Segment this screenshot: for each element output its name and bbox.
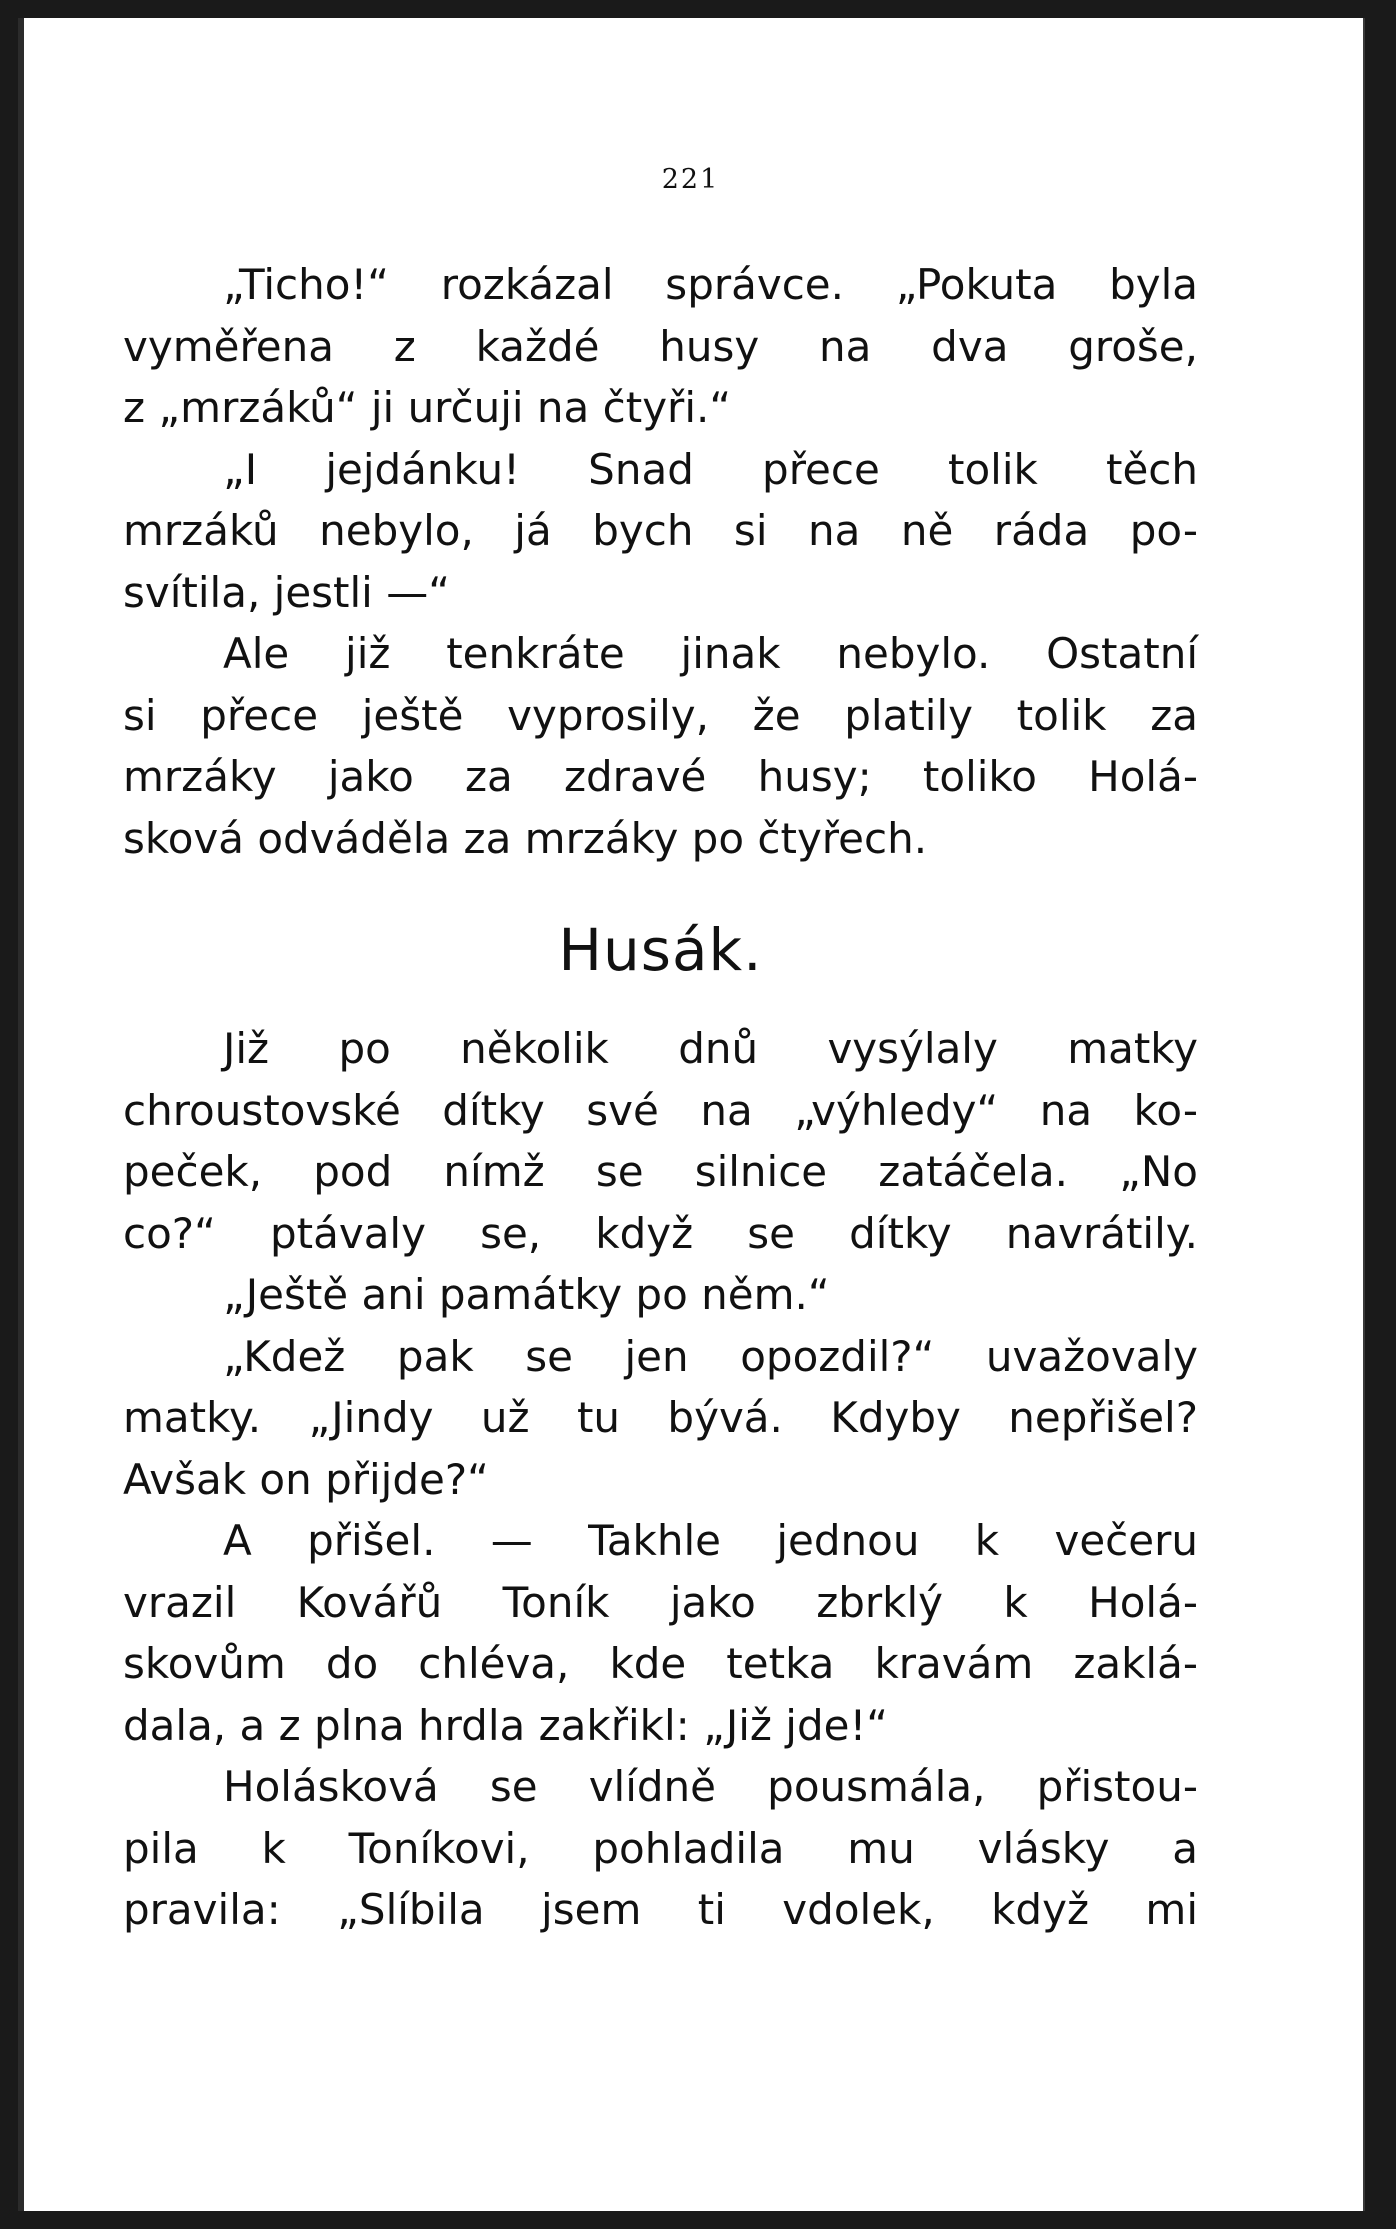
text-line: Již po několik dnů vysýlaly matky (223, 1024, 1198, 1073)
text-line: pravila: „Slíbila jsem ti vdolek, když mi (123, 1885, 1198, 1934)
text-line: Ale již tenkráte jinak nebylo. Ostatní (223, 629, 1198, 678)
text-line: peček, pod nímž se silnice zatáčela. „No (123, 1147, 1198, 1196)
text-line: Avšak on přijde?“ (123, 1454, 489, 1504)
text-line: vrazil Kovářů Toník jako zbrklý k Holá- (123, 1577, 1198, 1627)
text-line: z „mrzáků“ ji určuji na čtyři.“ (123, 383, 732, 432)
text-line: dala, a z plna hrdla zakřikl: „Již jde!“ (123, 1700, 889, 1750)
text-line: „Ještě ani památky po něm.“ (223, 1270, 830, 1319)
text-line: „Ticho!“ rozkázal správce. „Pokuta byla (223, 260, 1198, 309)
text-line: mrzáky jako za zdravé husy; toliko Holá- (123, 752, 1198, 801)
text-line: matky. „Jindy už tu bývá. Kdyby nepřišel? (123, 1393, 1198, 1442)
text-line: vyměřena z každé husy na dva groše, (123, 321, 1198, 371)
text-line: co?“ ptávaly se, když se dítky navrátily. (123, 1208, 1198, 1258)
text-line: pila k Toníkovi, pohladila mu vlásky a (123, 1823, 1198, 1873)
text-line: chroustovské dítky své na „výhledy“ na ko- (123, 1085, 1198, 1135)
text-line: svítila, jestli —“ (123, 567, 450, 617)
page-text (123, 254, 1198, 1941)
text-line: skovům do chléva, kde tetka kravám zaklá- (123, 1639, 1198, 1688)
text-line: sková odváděla za mrzáky po čtyřech. (123, 813, 928, 863)
text-line: „I jejdánku! Snad přece tolik těch (223, 444, 1198, 494)
page-number: 221 (661, 164, 720, 195)
scan-edge-shadow (18, 18, 24, 2211)
text-line: si přece ještě vyprosily, že platily tolik za (123, 690, 1198, 740)
section-heading: Husák. (558, 916, 763, 984)
book-page (18, 18, 1365, 2211)
text-line: Holásková se vlídně pousmála, přistou- (223, 1762, 1198, 1811)
text-line: mrzáků nebylo, já bych si na ně ráda po- (123, 506, 1198, 555)
text-line: A přišel. — Takhle jednou k večeru (223, 1516, 1198, 1565)
text-line: „Kdež pak se jen opozdil?“ uvažovaly (223, 1331, 1198, 1381)
